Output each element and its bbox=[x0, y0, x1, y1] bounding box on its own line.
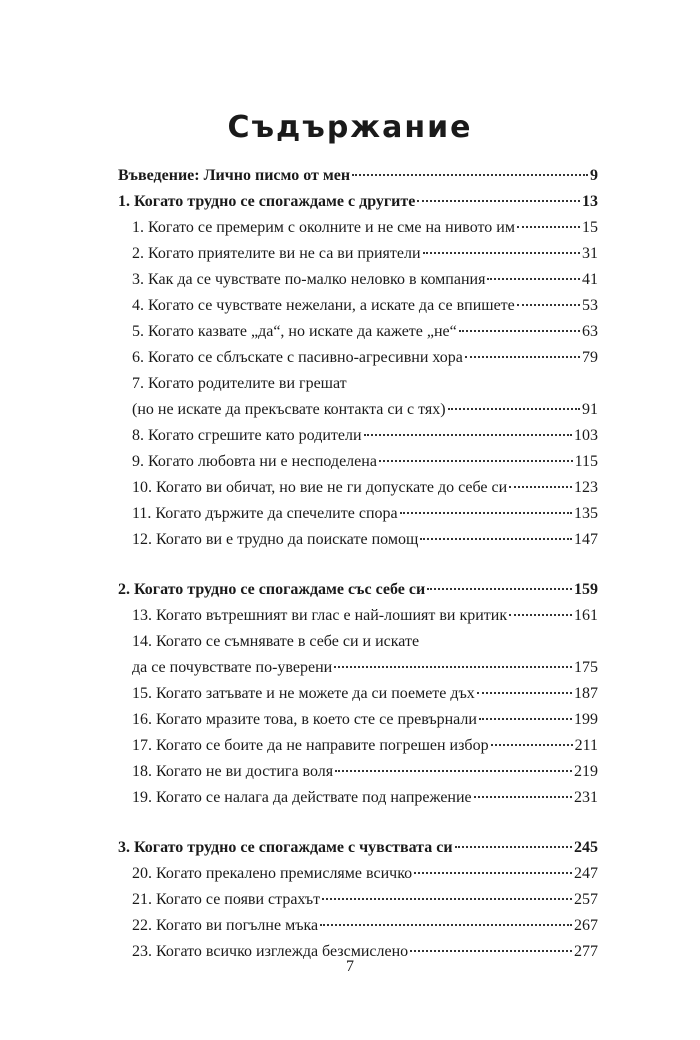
toc-subentry bbox=[118, 887, 598, 913]
dot-leader bbox=[352, 174, 588, 176]
toc-subentry bbox=[118, 707, 598, 733]
dot-leader bbox=[334, 666, 572, 668]
toc-entry-page: 91 bbox=[582, 401, 598, 418]
dot-leader bbox=[427, 588, 572, 590]
toc-subentry bbox=[118, 913, 598, 939]
toc-entry-page: 31 bbox=[582, 245, 598, 262]
toc-subentry bbox=[118, 241, 598, 267]
toc-subentry bbox=[118, 501, 598, 527]
toc-entry-label: 22. Когато ви погълне мъка bbox=[132, 917, 319, 934]
toc-entry-page: 41 bbox=[582, 271, 598, 288]
dot-leader bbox=[517, 226, 580, 228]
toc-entry-label: 10. Когато ви обичат, но вие не ги допускате до себе си bbox=[132, 479, 508, 496]
toc-entry-label: 19. Когато се налага да действате под напрежение bbox=[132, 789, 472, 806]
toc-entry-page: 245 bbox=[574, 839, 598, 856]
dot-leader bbox=[420, 538, 572, 540]
toc-entry-label: 21. Когато се появи страхът bbox=[132, 891, 321, 908]
toc-entry-label: 6. Когато се сблъскате с пасивно-агресивни хора bbox=[132, 349, 463, 366]
toc-entry-label: 2. Когато приятелите ви не са ви приятели bbox=[132, 245, 421, 262]
toc-entry-page: 15 bbox=[582, 219, 598, 236]
toc-subentry bbox=[118, 527, 598, 553]
toc-subentry bbox=[118, 475, 598, 501]
toc-entry-page: 219 bbox=[574, 763, 598, 780]
toc-entry-label: 2. Когато трудно се спогаждаме със себе си bbox=[118, 581, 426, 598]
dot-leader bbox=[459, 330, 580, 332]
toc-subentry bbox=[118, 423, 598, 449]
toc-entry-label: 20. Когато прекалено премисляме всичко bbox=[132, 865, 413, 882]
dot-leader bbox=[410, 950, 572, 952]
toc-subentry bbox=[118, 371, 598, 397]
toc-entry-page: 257 bbox=[574, 891, 598, 908]
toc-entry-page: 161 bbox=[574, 607, 598, 624]
dot-leader bbox=[320, 924, 572, 926]
toc-chapter-entry bbox=[118, 577, 598, 603]
toc-entry-page: 247 bbox=[574, 865, 598, 882]
toc-entry-label: 12. Когато ви е трудно да поискате помощ bbox=[132, 531, 419, 548]
dot-leader bbox=[400, 512, 572, 514]
dot-leader bbox=[414, 872, 572, 874]
toc-entry-page: 267 bbox=[574, 917, 598, 934]
toc-entry-page: 103 bbox=[574, 427, 598, 444]
toc-entry-label: 7. Когато родителите ви грешат bbox=[132, 375, 347, 392]
toc-entry-label: 13. Когато вътрешният ви глас е най-лошият ви критик bbox=[132, 607, 508, 624]
toc-entry-page: 13 bbox=[582, 193, 598, 210]
section-gap bbox=[118, 811, 598, 835]
toc-subentry bbox=[118, 733, 598, 759]
toc-entry-label: 11. Когато държите да спечелите спора bbox=[132, 505, 398, 522]
toc-entry-page: 211 bbox=[574, 737, 598, 754]
toc-entry-label: 9. Когато любовта ни е несподелена bbox=[132, 453, 377, 470]
toc-chapter-entry bbox=[118, 835, 598, 861]
toc-entry-label: 17. Когато се боите да не направите погрешен избор bbox=[132, 737, 489, 754]
dot-leader bbox=[448, 408, 580, 410]
toc-entry-label: 15. Когато затъвате и не можете да си поемете дъх bbox=[132, 685, 475, 702]
toc-entry-page: 147 bbox=[574, 531, 598, 548]
toc-entry-page: 159 bbox=[574, 581, 598, 598]
dot-leader bbox=[474, 796, 572, 798]
toc-entry-label: 1. Когато се премерим с околните и не сме на нивото им bbox=[132, 219, 515, 236]
toc-entry-label: 4. Когато се чувствате нежелани, а искате да се впишете bbox=[132, 297, 515, 314]
dot-leader bbox=[379, 460, 573, 462]
toc-subentry bbox=[118, 267, 598, 293]
toc-entry-page: 53 bbox=[582, 297, 598, 314]
toc-entry-label: Въведение: Лично писмо от мен bbox=[118, 167, 351, 184]
page-title: Съдържание bbox=[227, 110, 473, 145]
dot-leader bbox=[491, 744, 573, 746]
toc-entry-label: да се почувствате по-уверени bbox=[132, 659, 333, 676]
toc-entry-page: 277 bbox=[574, 943, 598, 960]
toc-subentry bbox=[118, 603, 598, 629]
toc-subentry bbox=[118, 681, 598, 707]
toc-subentry bbox=[118, 215, 598, 241]
toc-entry-label: (но не искате да прекъсвате контакта си с тях) bbox=[132, 401, 446, 418]
toc-subentry bbox=[118, 293, 598, 319]
dot-leader bbox=[423, 252, 580, 254]
dot-leader bbox=[487, 278, 580, 280]
toc-entry-page: 9 bbox=[590, 167, 598, 184]
toc-subentry bbox=[118, 785, 598, 811]
dot-leader bbox=[417, 200, 580, 202]
toc-entry-label: 1. Когато трудно се спогаждаме с другите bbox=[118, 193, 416, 210]
dot-leader bbox=[335, 770, 572, 772]
toc-subentry bbox=[118, 449, 598, 475]
toc-entry-label: 3. Как да се чувствате по-малко неловко в компания bbox=[132, 271, 486, 288]
dot-leader bbox=[465, 356, 580, 358]
toc-chapter-entry bbox=[118, 189, 598, 215]
toc-entry-page: 231 bbox=[574, 789, 598, 806]
page-number: 7 bbox=[346, 958, 354, 975]
table-of-contents bbox=[118, 163, 598, 965]
dot-leader bbox=[517, 304, 580, 306]
dot-leader bbox=[322, 898, 572, 900]
dot-leader bbox=[479, 718, 572, 720]
toc-entry-label: 3. Когато трудно се спогаждаме с чувствата си bbox=[118, 839, 453, 856]
dot-leader bbox=[455, 846, 572, 848]
toc-subentry bbox=[118, 629, 598, 655]
toc-subentry bbox=[118, 655, 598, 681]
toc-entry-page: 135 bbox=[574, 505, 598, 522]
toc-entry-label: 23. Когато всичко изглежда безсмислено bbox=[132, 943, 409, 960]
dot-leader bbox=[477, 692, 572, 694]
toc-entry-label: 18. Когато не ви достига воля bbox=[132, 763, 334, 780]
toc-entry-page: 123 bbox=[574, 479, 598, 496]
toc-entry-page: 79 bbox=[582, 349, 598, 366]
dot-leader bbox=[364, 434, 572, 436]
toc-subentry bbox=[118, 345, 598, 371]
toc-entry-label: 8. Когато сгрешите като родители bbox=[132, 427, 362, 444]
dot-leader bbox=[509, 486, 572, 488]
toc-entry-label: 14. Когато се съмнявате в себе си и искате bbox=[132, 633, 420, 650]
toc-entry-page: 115 bbox=[574, 453, 598, 470]
toc-subentry bbox=[118, 861, 598, 887]
toc-subentry bbox=[118, 319, 598, 345]
section-gap bbox=[118, 553, 598, 577]
toc-entry-page: 175 bbox=[574, 659, 598, 676]
toc-subentry bbox=[118, 759, 598, 785]
toc-entry-page: 199 bbox=[574, 711, 598, 728]
toc-chapter-entry bbox=[118, 163, 598, 189]
toc-entry-label: 5. Когато казвате „да“, но искате да кажете „не“ bbox=[132, 323, 457, 340]
toc-entry-label: 16. Когато мразите това, в което сте се превърнали bbox=[132, 711, 477, 728]
toc-subentry bbox=[118, 397, 598, 423]
toc-entry-page: 187 bbox=[574, 685, 598, 702]
toc-entry-page: 63 bbox=[582, 323, 598, 340]
dot-leader bbox=[509, 614, 572, 616]
